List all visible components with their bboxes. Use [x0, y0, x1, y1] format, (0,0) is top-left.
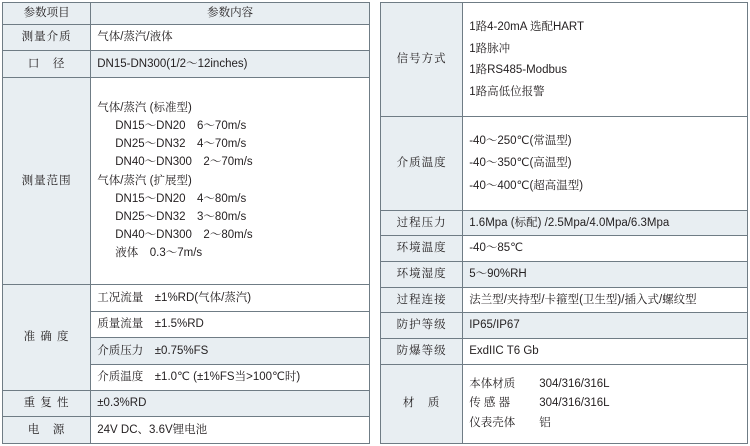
table-row: [3, 51, 370, 77]
row-value: -40～85℃: [463, 236, 748, 262]
table-row: [381, 313, 748, 339]
material-value: 铝: [539, 417, 551, 430]
material-item: [469, 376, 741, 393]
value-line: -40～350℃(高温型): [469, 157, 572, 170]
row-label: 防护等级: [381, 313, 463, 339]
value-line: DN40～DN300 2～80m/s: [115, 229, 253, 242]
table-row: [381, 364, 748, 443]
row-label: 环境温度: [381, 236, 463, 262]
value-line: -40～250℃(常温型): [469, 134, 572, 147]
material-value: 304/316/316L: [539, 377, 610, 390]
row-label: 口 径: [3, 51, 91, 77]
table-row: [381, 3, 748, 117]
row-value-multiline: [463, 117, 748, 210]
row-value: ±0.3%RD: [91, 391, 370, 417]
row-label: 过程连接: [381, 287, 463, 313]
row-label: 环境湿度: [381, 262, 463, 288]
row-label: 测量介质: [3, 24, 91, 50]
material-item: [469, 415, 741, 432]
material-key: 仪表壳体: [469, 417, 516, 430]
material-key: 本体材质: [469, 377, 516, 390]
row-value: 24V DC、3.6V锂电池: [91, 417, 370, 444]
right-table-wrapper: [380, 2, 748, 444]
table-row: [381, 210, 748, 236]
table-row: [3, 24, 370, 50]
row-label: 信号方式: [381, 3, 463, 117]
value-line: 1路4-20mA 选配HART: [469, 20, 585, 33]
material-list: [469, 376, 741, 432]
value-line: DN40～DN300 2～70m/s: [115, 156, 253, 169]
row-value-pairs: [463, 364, 748, 443]
row-label: 测量范围: [3, 77, 91, 285]
row-label: 防爆等级: [381, 338, 463, 364]
value-line: 气体/蒸汽 (扩展型): [97, 174, 192, 187]
row-value: 法兰型/夹持型/卡箍型(卫生型)/插入式/螺纹型: [463, 287, 748, 313]
row-label: 准 确 度: [3, 285, 91, 391]
table-row: [3, 417, 370, 444]
row-value: IP65/IP67: [463, 313, 748, 339]
table-row: [381, 262, 748, 288]
right-spec-table: [380, 2, 748, 444]
header-cell-param: 参数项目: [3, 3, 91, 25]
row-value: 介质温度 ±1.0℃ (±1%FS当>100℃时): [91, 364, 370, 390]
table-row: [381, 338, 748, 364]
value-line: 1路高低位报警: [469, 85, 545, 98]
header-cell-content: 参数内容: [91, 3, 370, 25]
material-value: 304/316/316L: [539, 397, 610, 410]
material-key: 传 感 器: [469, 397, 511, 410]
value-line: 气体/蒸汽 (标准型): [97, 101, 192, 114]
row-value: 1.6Mpa (标配) /2.5Mpa/4.0Mpa/6.3Mpa: [463, 210, 748, 236]
table-row: [3, 285, 370, 311]
row-value: 工况流量 ±1%RD(气体/蒸汽): [91, 285, 370, 311]
value-line: DN25～DN32 3～80m/s: [115, 210, 247, 223]
value-line: -40～400℃(超高温型): [469, 179, 584, 192]
table-row: [3, 391, 370, 417]
row-value: 5～90%RH: [463, 262, 748, 288]
value-line: 液体 0.3～7m/s: [115, 247, 203, 260]
table-row: [381, 117, 748, 210]
row-value: 质量流量 ±1.5%RD: [91, 311, 370, 337]
row-value: ExdIIC T6 Gb: [463, 338, 748, 364]
row-label: 过程压力: [381, 210, 463, 236]
row-value: 介质压力 ±0.75%FS: [91, 338, 370, 364]
row-label: 重 复 性: [3, 391, 91, 417]
value-line: 1路RS485-Modbus: [469, 64, 568, 77]
row-label: 材 质: [381, 364, 463, 443]
left-spec-table: [2, 2, 370, 444]
value-line: DN25～DN32 4～70m/s: [115, 138, 247, 151]
row-label: 介质温度: [381, 117, 463, 210]
table-row: [381, 287, 748, 313]
value-line: 1路脉冲: [469, 42, 511, 55]
table-row: [3, 77, 370, 285]
row-value: 气体/蒸汽/液体: [91, 24, 370, 50]
material-item: [469, 395, 741, 412]
table-header-row: [3, 3, 370, 25]
row-value: DN15-DN300(1/2～12inches): [91, 51, 370, 77]
table-row: [381, 236, 748, 262]
value-line: DN15～DN20 6～70m/s: [115, 120, 247, 133]
row-label: 电 源: [3, 417, 91, 444]
row-value-multiline: [463, 3, 748, 117]
value-line: DN15～DN20 4～80m/s: [115, 192, 247, 205]
row-value-multiline: [91, 77, 370, 285]
